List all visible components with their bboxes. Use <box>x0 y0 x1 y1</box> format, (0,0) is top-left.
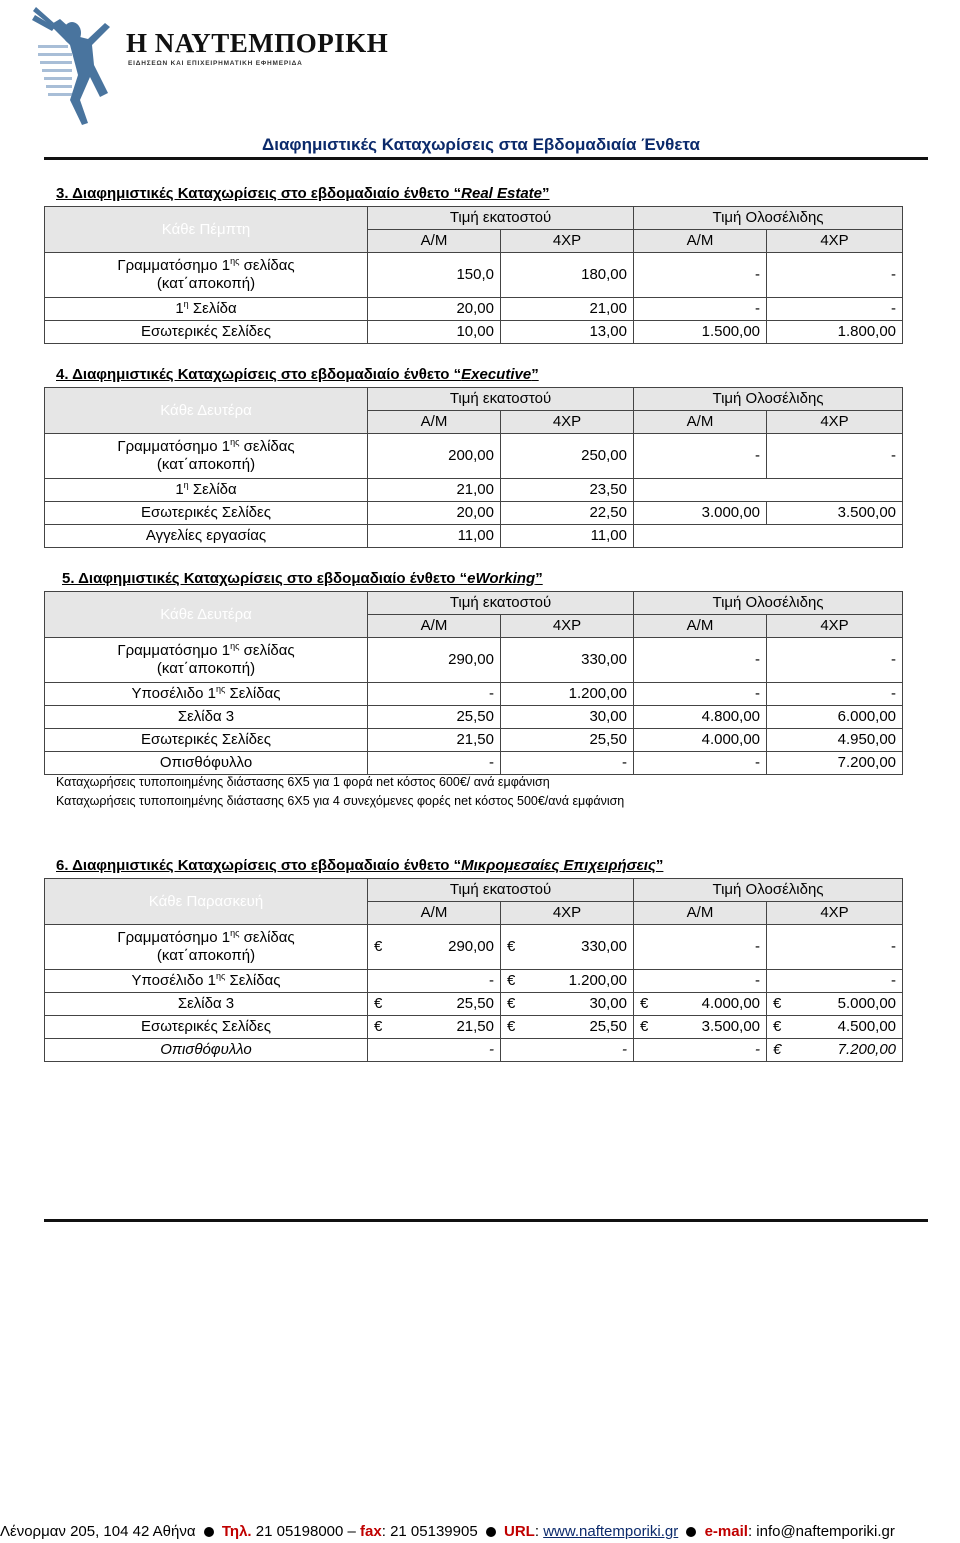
row-label: Σελίδα 3 <box>45 993 368 1016</box>
schedule-label: Κάθε Δευτέρα <box>45 388 368 434</box>
bullet-icon <box>486 1527 496 1537</box>
table-row <box>45 321 903 344</box>
section-3-table <box>44 206 903 344</box>
row-label: Υποσέλιδο $1^{\eta\varsigma}$ Σελίδας <box>45 970 368 993</box>
cell: 1.500,00 <box>634 321 767 344</box>
row-label: Εσωτερικές Σελίδες <box>45 502 368 525</box>
cell: € 21,50 <box>368 1016 501 1039</box>
header-4x: 4ΧΡ <box>501 902 634 925</box>
cell: - <box>767 925 903 970</box>
cell: - <box>767 298 903 321</box>
header-am: Α/Μ <box>368 902 501 925</box>
row-label: Εσωτερικές Σελίδες <box>45 321 368 344</box>
bullet-icon <box>686 1527 696 1537</box>
header-am: Α/Μ <box>634 615 767 638</box>
cell: € 290,00 <box>368 925 501 970</box>
table-row <box>45 502 903 525</box>
cell <box>634 525 903 548</box>
cell: 20,00 <box>368 502 501 525</box>
cell: 23,50 <box>501 479 634 502</box>
cell: - <box>368 752 501 775</box>
footer-email[interactable]: : info@naftemporiki.gr <box>747 1523 895 1540</box>
table-row <box>45 434 903 479</box>
header-am: Α/Μ <box>634 230 767 253</box>
cell: 21,00 <box>368 479 501 502</box>
section-4-table <box>44 387 903 548</box>
footer-tel-label: Τηλ. <box>221 1523 252 1540</box>
cell: - <box>368 1039 501 1062</box>
cell <box>634 479 903 502</box>
table-row <box>45 729 903 752</box>
header-4x: 4ΧΡ <box>767 411 903 434</box>
cell: 3.000,00 <box>634 502 767 525</box>
row-label: Αγγελίες εργασίας <box>45 525 368 548</box>
cell: - <box>634 752 767 775</box>
header-price-cm: Τιμή εκατοστού <box>368 592 634 615</box>
footer-contact <box>0 1523 960 1540</box>
header-4x: 4ΧΡ <box>501 230 634 253</box>
cell: - <box>767 253 903 298</box>
cell: 4.800,00 <box>634 706 767 729</box>
row-label: $1^\eta$ Σελίδα <box>45 479 368 502</box>
cell: € 330,00 <box>501 925 634 970</box>
cell: 330,00 <box>501 638 634 683</box>
header-price-cm: Τιμή εκατοστού <box>368 879 634 902</box>
row-label: Γραμματόσημο $1^{\eta\varsigma}$ σελίδας (κατ΄αποκοπή) <box>45 638 368 683</box>
row-label: Σελίδα 3 <box>45 706 368 729</box>
cell: 25,50 <box>501 729 634 752</box>
table-row <box>45 479 903 502</box>
top-divider <box>44 157 928 160</box>
cell: 180,00 <box>501 253 634 298</box>
header-price-cm: Τιμή εκατοστού <box>368 388 634 411</box>
cell: - <box>368 683 501 706</box>
hermes-logo <box>30 5 280 130</box>
cell: 10,00 <box>368 321 501 344</box>
cell: - <box>368 970 501 993</box>
header-4x: 4ΧΡ <box>501 411 634 434</box>
cell: 6.000,00 <box>767 706 903 729</box>
footer-address: Λένορμαν 205, 104 42 Αθήνα <box>0 1523 196 1540</box>
cell: € 25,50 <box>501 1016 634 1039</box>
schedule-label: Κάθε Πέμπτη <box>45 207 368 253</box>
section-5-table <box>44 591 903 775</box>
cell: - <box>767 970 903 993</box>
header-am: Α/Μ <box>634 411 767 434</box>
header-4x: 4ΧΡ <box>767 615 903 638</box>
header-am: Α/Μ <box>368 230 501 253</box>
row-label: Οπισθόφυλλο <box>45 752 368 775</box>
footer-fax: : 21 05139905 <box>381 1523 478 1540</box>
note-line: Καταχωρήσεις τυποποιημένης διάστασης 6Χ5 για 4 συνεχόμενες φορές net κόστος 500€/ανά εμφάνιση <box>56 794 625 808</box>
cell: - <box>634 298 767 321</box>
row-label: Εσωτερικές Σελίδες <box>45 1016 368 1039</box>
cell: - <box>634 638 767 683</box>
brand-tagline: ΕΙΔΗΣΕΩΝ ΚΑΙ ΕΠΙΧΕΙΡΗΜΑΤΙΚΗ ΕΦΗΜΕΡΙΔΑ <box>128 60 303 67</box>
cell: € 3.500,00 <box>634 1016 767 1039</box>
cell: € 25,50 <box>368 993 501 1016</box>
cell: - <box>634 434 767 479</box>
table-row <box>45 253 903 298</box>
cell: - <box>634 683 767 706</box>
cell: 20,00 <box>368 298 501 321</box>
table-row <box>45 993 903 1016</box>
row-label: Εσωτερικές Σελίδες <box>45 729 368 752</box>
table-row <box>45 752 903 775</box>
section-6-title: 6. Διαφημιστικές Καταχωρίσεις στο εβδομαδιαίο ένθετο “Μικρομεσαίες Επιχειρήσεις” <box>56 857 664 874</box>
header-price-full: Τιμή Ολοσέλιδης <box>634 388 903 411</box>
header-price-cm: Τιμή εκατοστού <box>368 207 634 230</box>
table-row <box>45 683 903 706</box>
header-am: Α/Μ <box>368 615 501 638</box>
cell: € 1.200,00 <box>501 970 634 993</box>
section-4-title: 4. Διαφημιστικές Καταχωρίσεις στο εβδομαδιαίο ένθετο “Executive” <box>56 366 539 383</box>
cell: - <box>634 925 767 970</box>
cell: - <box>767 638 903 683</box>
note-line: Καταχωρήσεις τυποποιημένης διάστασης 6Χ5 για 1 φορά net κόστος 600€/ ανά εμφάνιση <box>56 775 550 789</box>
table-row <box>45 925 903 970</box>
footer-email-label: e-mail <box>704 1523 748 1540</box>
page-title: Διαφημιστικές Καταχωρίσεις στα Εβδομαδιαία Ένθετα <box>262 135 700 154</box>
cell: - <box>767 434 903 479</box>
cell: 21,00 <box>501 298 634 321</box>
row-label: Γραμματόσημο $1^{\eta\varsigma}$ σελίδας (κατ΄αποκοπή) <box>45 925 368 970</box>
cell: € 4.500,00 <box>767 1016 903 1039</box>
header-am: Α/Μ <box>368 411 501 434</box>
bullet-icon <box>204 1527 214 1537</box>
brand-name: Η ΝΑΥΤΕΜΠΟΡΙΚΗ <box>126 28 389 58</box>
cell: € 4.000,00 <box>634 993 767 1016</box>
cell: - <box>634 253 767 298</box>
header-4x: 4ΧΡ <box>767 230 903 253</box>
table-row <box>45 1016 903 1039</box>
cell: - <box>501 1039 634 1062</box>
row-label: $1^\eta$ Σελίδα <box>45 298 368 321</box>
website-link[interactable]: www.naftemporiki.gr <box>543 1523 679 1540</box>
footer-colon: : <box>534 1523 544 1540</box>
cell: 30,00 <box>501 706 634 729</box>
header-price-full: Τιμή Ολοσέλιδης <box>634 879 903 902</box>
section-5-title: 5. Διαφημιστικές Καταχωρίσεις στο εβδομαδιαίο ένθετο “eWorking” <box>62 570 543 587</box>
table-row <box>45 970 903 993</box>
cell: 1.200,00 <box>501 683 634 706</box>
cell: € 5.000,00 <box>767 993 903 1016</box>
section-3-title: 3. Διαφημιστικές Καταχωρίσεις στο εβδομαδιαίο ένθετο “Real Estate” <box>56 185 550 202</box>
cell: € 30,00 <box>501 993 634 1016</box>
row-label: Γραμματόσημο $1^{\eta\varsigma}$ σελίδας (κατ΄αποκοπή) <box>45 434 368 479</box>
footer-url-label: URL <box>504 1523 535 1540</box>
bottom-divider <box>44 1219 928 1222</box>
cell: 3.500,00 <box>767 502 903 525</box>
row-label: Υποσέλιδο $1^{\eta\varsigma}$ Σελίδας <box>45 683 368 706</box>
cell: 290,00 <box>368 638 501 683</box>
cell: 21,50 <box>368 729 501 752</box>
header-price-full: Τιμή Ολοσέλιδης <box>634 592 903 615</box>
footer-fax-label: fax <box>360 1523 382 1540</box>
cell: 22,50 <box>501 502 634 525</box>
cell: - <box>767 683 903 706</box>
header-4x: 4ΧΡ <box>501 615 634 638</box>
row-label: Οπισθόφυλλο <box>45 1039 368 1062</box>
cell: € 7.200,00 <box>767 1039 903 1062</box>
footer-dash: – <box>343 1523 361 1540</box>
cell: 11,00 <box>368 525 501 548</box>
row-label: Γραμματόσημο $1^{\eta\varsigma}$ σελίδας (κατ΄αποκοπή) <box>45 253 368 298</box>
cell: - <box>501 752 634 775</box>
cell: - <box>634 970 767 993</box>
schedule-label: Κάθε Παρασκευή <box>45 879 368 925</box>
cell: 4.000,00 <box>634 729 767 752</box>
cell: 7.200,00 <box>767 752 903 775</box>
schedule-label: Κάθε Δευτέρα <box>45 592 368 638</box>
table-row <box>45 638 903 683</box>
header-4x: 4ΧΡ <box>767 902 903 925</box>
table-row <box>45 1039 903 1062</box>
cell: 250,00 <box>501 434 634 479</box>
cell: 1.800,00 <box>767 321 903 344</box>
cell: 11,00 <box>501 525 634 548</box>
footer-tel: 21 05198000 <box>251 1523 344 1540</box>
cell: 200,00 <box>368 434 501 479</box>
cell: 25,50 <box>368 706 501 729</box>
table-row <box>45 706 903 729</box>
section-6-table <box>44 878 903 1062</box>
header-am: Α/Μ <box>634 902 767 925</box>
header-price-full: Τιμή Ολοσέλιδης <box>634 207 903 230</box>
cell: - <box>634 1039 767 1062</box>
table-row <box>45 298 903 321</box>
cell: 13,00 <box>501 321 634 344</box>
cell: 4.950,00 <box>767 729 903 752</box>
table-row <box>45 525 903 548</box>
cell: 150,0 <box>368 253 501 298</box>
